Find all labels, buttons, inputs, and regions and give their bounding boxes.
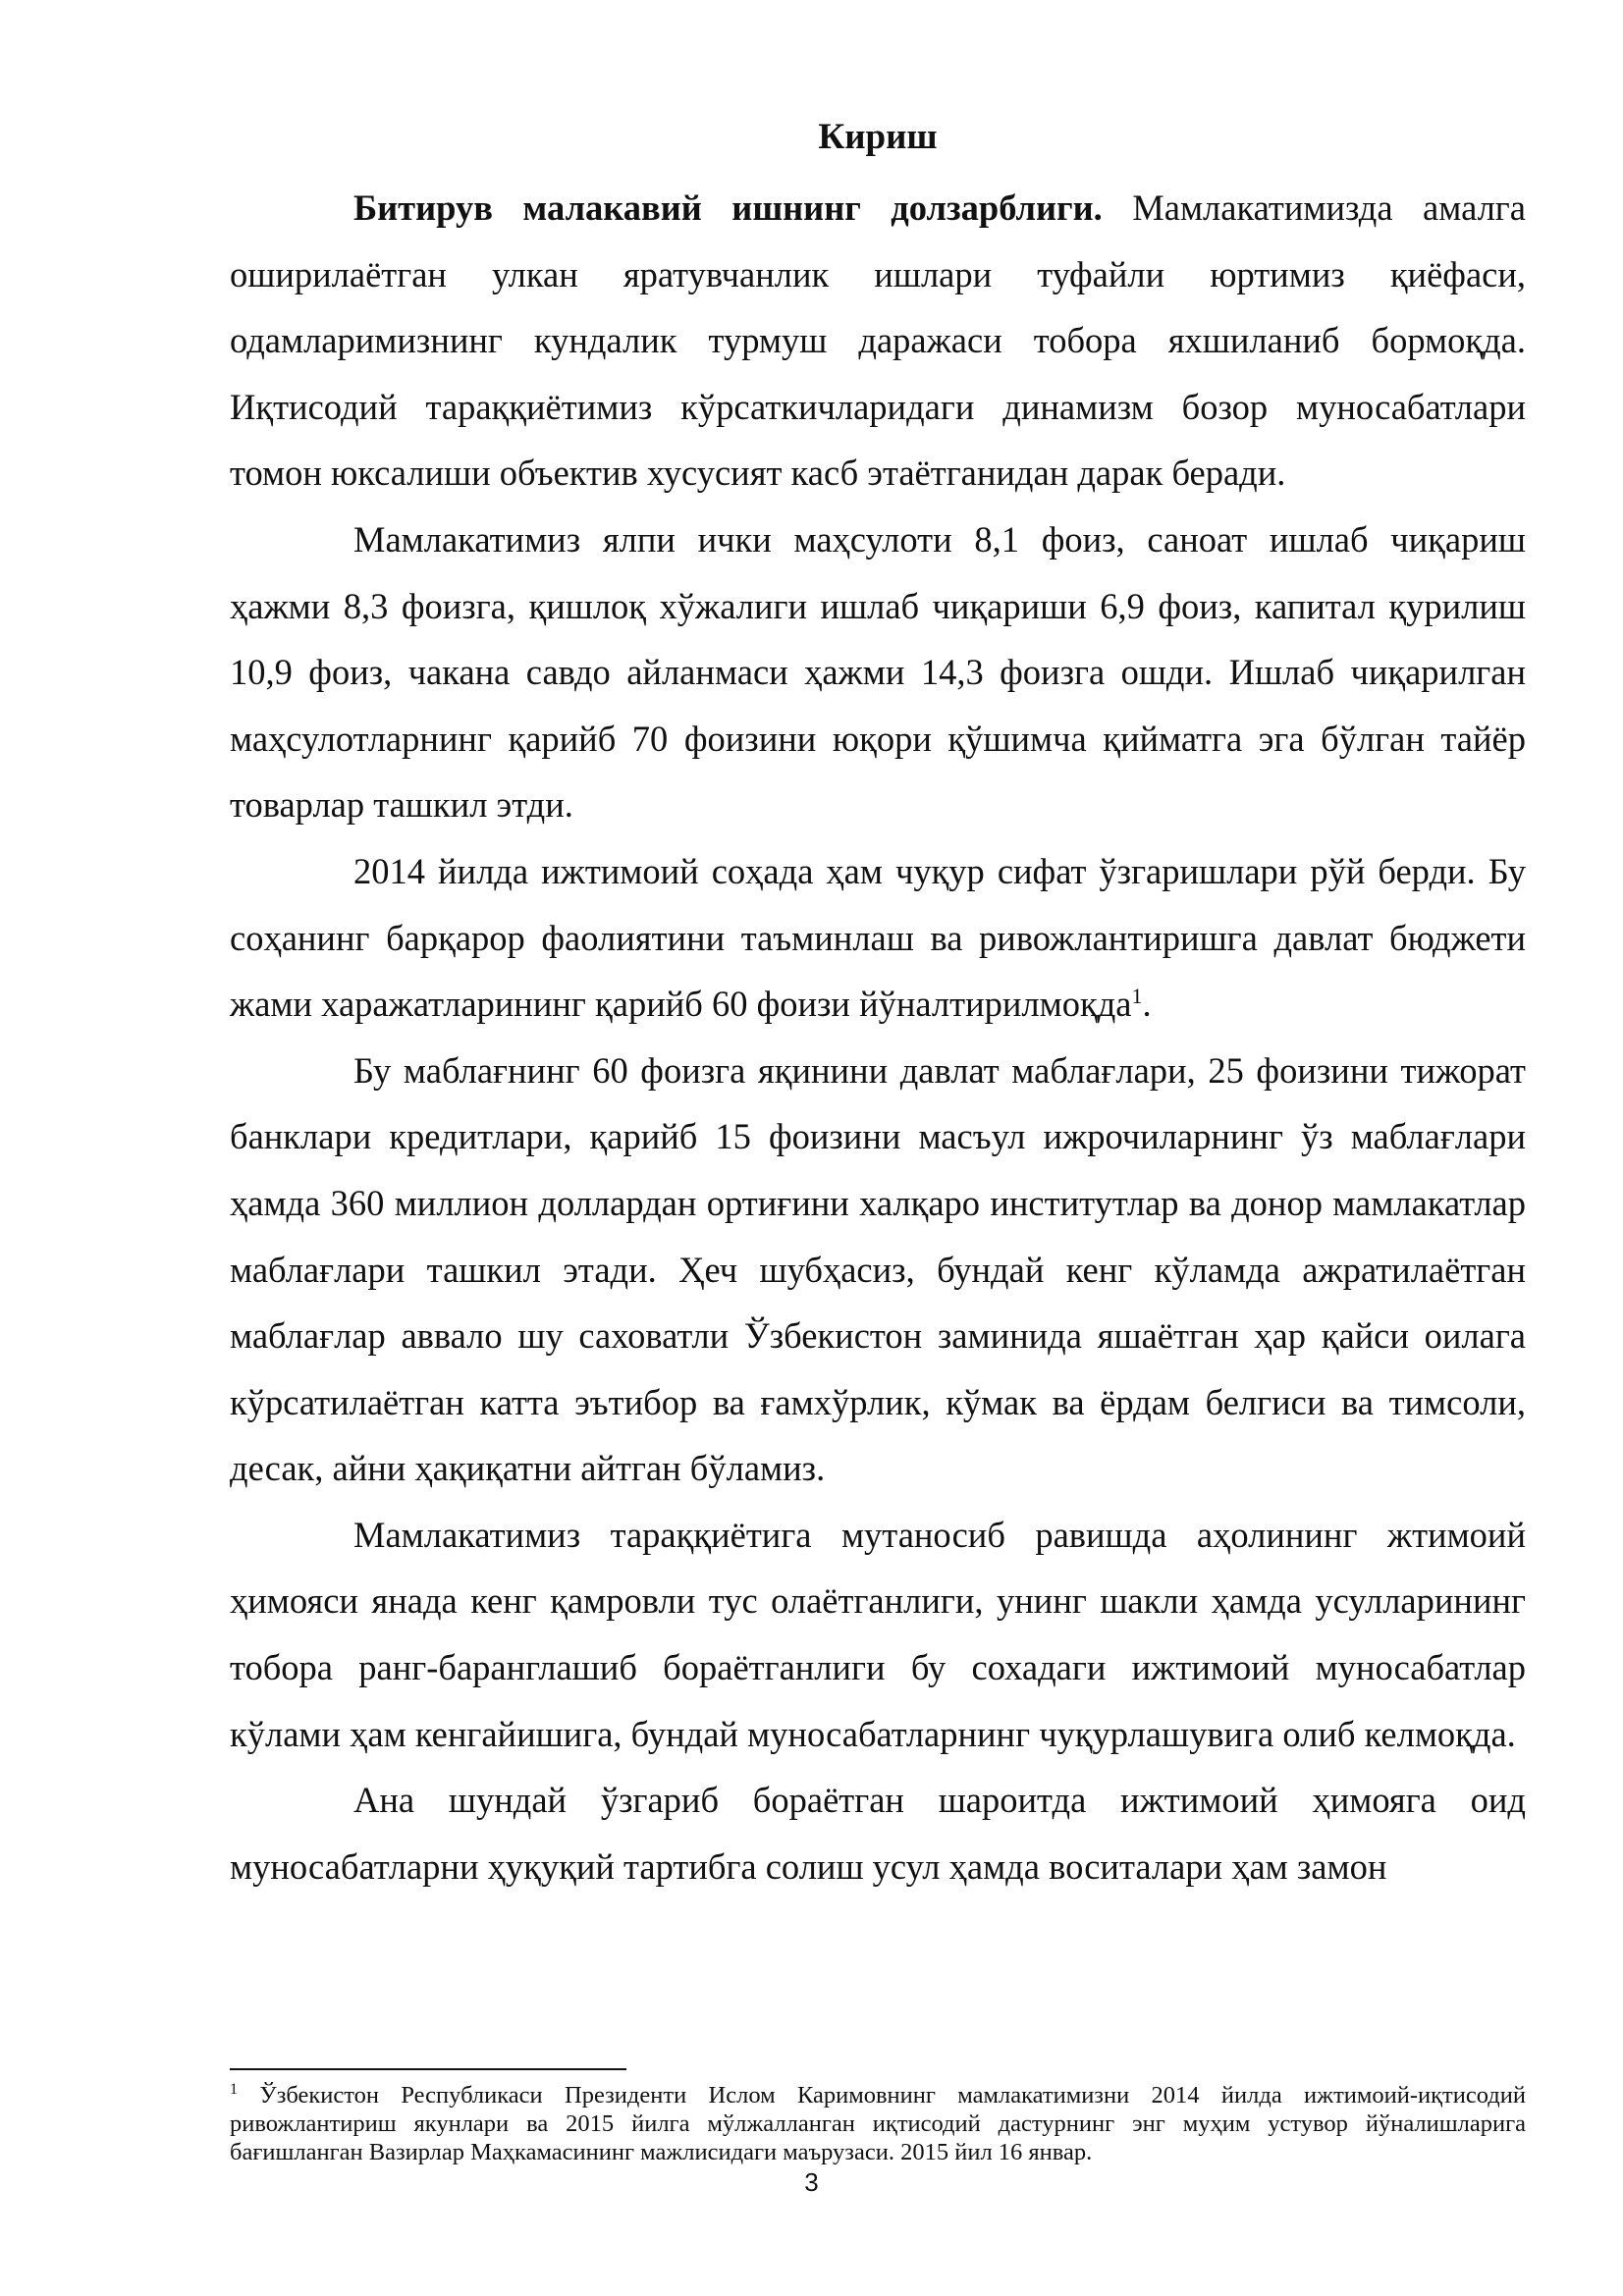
footnote-separator	[230, 2068, 626, 2070]
page-content	[230, 116, 1526, 1899]
footnote-reference[interactable]: 1	[1131, 983, 1143, 1008]
paragraph-text: 2014 йилда ижтимоий соҳада ҳам чуқур сифат ўзгаришлари рўй берди. Бу соҳанинг барқарор фаолиятини таъминлаш ва ривожлантиришга давлат бюджети жами харажатларининг қарийб 60 фоизи йўналтирилмоқда	[230, 850, 1526, 1025]
page-number: 3	[804, 2167, 819, 2197]
paragraph-text: Мамлакатимизда амалга оширилаётган улкан яратувчанлик ишлари туфайли юртимиз қиёфаси, одамларимизнинг кундалик турмуш даражаси тобора яхшиланиб бормоқда. Иқтисодий тараққиётимиз кўрсаткичларидаги динамизм бозор муносабатлари томон юксалиши объектив хусусият касб этаётганидан дарак беради.	[230, 187, 1526, 494]
paragraph-social-protection: Мамлакатимиз тараққиётига мутаносиб равишда аҳолининг жтимоий ҳимояси янада кенг қамровли тус олаётганлиги, унинг шакли ҳамда усулларининг тобора ранг-баранглашиб бораётганлиги бу сохадаги ижтимоий муносабатлар кўлами ҳам кенгайишига, бундай муносабатларнинг чуқурлашувига олиб келмоқда.	[230, 1514, 1526, 1754]
paragraph-funding: Бу маблағнинг 60 фоизга яқинини давлат маблағлари, 25 фоизини тижорат банклари кредитлари, қарийб 15 фоизини масъул ижрочиларнинг ўз маблағлари ҳамда 360 миллион доллардан ортиғини халқаро институтлар ва донор мамлакатлар маблағлари ташкил этади. Ҳеч шубҳасиз, бундай кенг кўламда ажратилаётган маблағлар аввало шу саховатли Ўзбекистон заминида яшаётган ҳар қайси оилага кўрсатилаётган катта эътибор ва ғамхўрлик, кўмак ва ёрдам белгиси ва тимсоли, десак, айни ҳақиқатни айтган бўламиз.	[230, 1049, 1526, 1489]
page-title: Кириш	[818, 117, 938, 157]
paragraph-social-sphere	[230, 838, 1526, 1038]
paragraph-tail: .	[1142, 984, 1152, 1025]
footnote-mark: 1	[230, 2080, 238, 2098]
paragraph-lead: Битирув малакавий ишнинг долзарблиги.	[353, 187, 1103, 228]
footnote	[230, 2081, 1526, 2166]
paragraph-gdp: Мамлакатимиз ялпи ички маҳсулоти 8,1 фоиз, саноат ишлаб чиқариш ҳажми 8,3 фоизга, қишлоқ хўжалиги ишлаб чиқариши 6,9 фоиз, капитал қурилиш 10,9 фоиз, чакана савдо айланмаси ҳажми 14,3 фоизга ошди. Ишлаб чиқарилган маҳсулотларнинг қарийб 70 фоизини юқори қўшимча қийматга эга бўлган тайёр товарлар ташкил этди.	[230, 518, 1526, 826]
paragraph-legal-regulation: Ана шундай ўзгариб бораётган шароитда ижтимоий ҳимояга оид муносабатларни ҳуқуқий тартибга солиш усул ҳамда воситалари ҳам замон	[230, 1780, 1526, 1887]
paragraph-relevance	[230, 175, 1526, 507]
footnote-text: Ўзбекистон Республикаси Президенти Ислом Каримовнинг мамлакатимизни 2014 йилда ижтимоий-иқтисодий ривожлантириш якунлари ва 2015 йилга мўлжалланган иқтисодий дастурнинг энг муҳим устувор йўналишларига бағишланган Вазирлар Маҳкамасининг мажлисидаги маърузаси. 2015 йил 16 январ.	[230, 2082, 1526, 2165]
